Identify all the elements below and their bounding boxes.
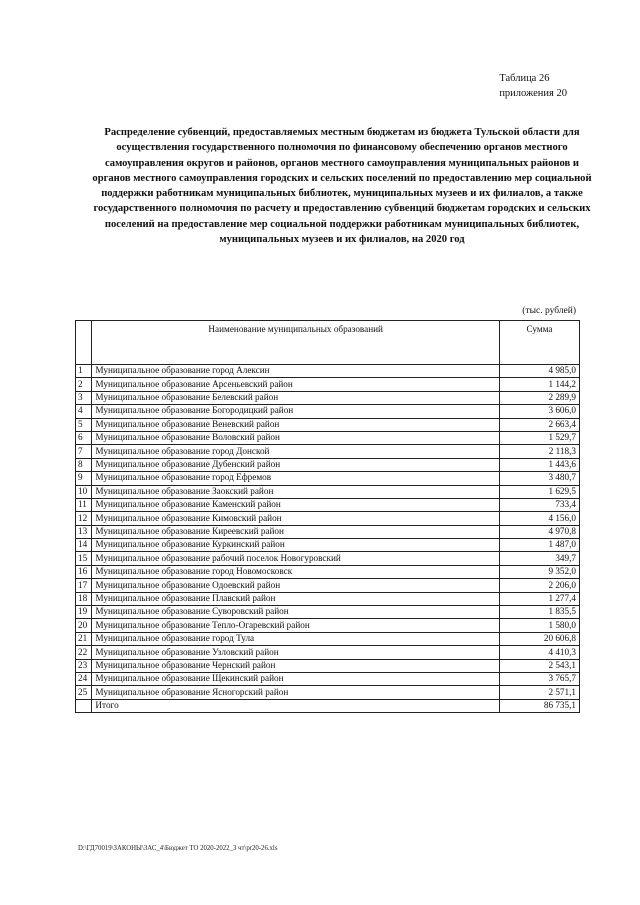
total-municipality-name: Итого: [92, 699, 500, 712]
subvention-table-container: [75, 320, 580, 713]
row-amount: 1 835,5: [499, 606, 579, 619]
row-municipality-name: Муниципальное образование Арсеньевский район: [92, 378, 500, 391]
row-municipality-name: Муниципальное образование Плавский район: [92, 592, 500, 605]
row-amount: 1 277,4: [499, 592, 579, 605]
row-number: 4: [76, 405, 92, 418]
row-municipality-name: Муниципальное образование Ясногорский район: [92, 686, 500, 699]
table-row: [76, 472, 580, 485]
row-municipality-name: Муниципальное образование Тепло-Огаревский район: [92, 619, 500, 632]
row-municipality-name: Муниципальное образование Узловский район: [92, 646, 500, 659]
appendix-label: приложения 20: [499, 88, 567, 99]
row-municipality-name: Муниципальное образование город Алексин: [92, 365, 500, 378]
column-header-sum: Сумма: [499, 321, 579, 365]
row-number: 20: [76, 619, 92, 632]
row-municipality-name: Муниципальное образование Куркинский район: [92, 539, 500, 552]
table-row: [76, 485, 580, 498]
row-number: 18: [76, 592, 92, 605]
row-municipality-name: Муниципальное образование Заокский район: [92, 485, 500, 498]
row-number: 11: [76, 498, 92, 511]
row-amount: 9 352,0: [499, 565, 579, 578]
row-municipality-name: Муниципальное образование город Новомосковск: [92, 565, 500, 578]
table-row: [76, 672, 580, 685]
row-municipality-name: Муниципальное образование город Ефремов: [92, 472, 500, 485]
file-path-footer: D:\ГД70019\ЗАКОНЫ\ЗАС_4\Бюджет ТО 2020-2022_3 чт\pr20-26.xls: [78, 845, 278, 852]
table-reference: [499, 71, 567, 101]
row-amount: 4 985,0: [499, 365, 579, 378]
row-amount: 1 629,5: [499, 485, 579, 498]
row-amount: 2 289,9: [499, 391, 579, 404]
row-municipality-name: Муниципальное образование Чернский район: [92, 659, 500, 672]
table-row: [76, 391, 580, 404]
table-row: [76, 592, 580, 605]
row-number: 25: [76, 686, 92, 699]
row-amount: 4 156,0: [499, 512, 579, 525]
table-body: [76, 365, 580, 713]
row-amount: 2 118,3: [499, 445, 579, 458]
total-amount: 86 735,1: [499, 699, 579, 712]
row-amount: 3 765,7: [499, 672, 579, 685]
table-row: [76, 539, 580, 552]
row-number: 5: [76, 418, 92, 431]
row-municipality-name: Муниципальное образование Богородицкий район: [92, 405, 500, 418]
row-municipality-name: Муниципальное образование Одоевский район: [92, 579, 500, 592]
row-municipality-name: Муниципальное образование Воловский район: [92, 431, 500, 444]
table-row: [76, 646, 580, 659]
row-amount: 2 543,1: [499, 659, 579, 672]
row-amount: 1 580,0: [499, 619, 579, 632]
row-amount: 3 480,7: [499, 472, 579, 485]
row-amount: 1 443,6: [499, 458, 579, 471]
row-amount: 4 410,3: [499, 646, 579, 659]
row-number: 12: [76, 512, 92, 525]
table-row: [76, 365, 580, 378]
table-row: [76, 445, 580, 458]
table-row: [76, 378, 580, 391]
row-number: 10: [76, 485, 92, 498]
total-number: [76, 699, 92, 712]
row-amount: 1 487,0: [499, 539, 579, 552]
table-row: [76, 498, 580, 511]
row-number: 14: [76, 539, 92, 552]
table-header-row: [76, 321, 580, 365]
row-number: 13: [76, 525, 92, 538]
row-number: 21: [76, 632, 92, 645]
document-title: Распределение субвенций, предоставляемых местным бюджетам из бюджета Тульской области для осуществления государственного полномочия по финансовому обеспечению органов местного самоуправления округов и районов, органов местного самоуправления муниципальных районов и органов местного самоуправления городских и сельских поселений по предоставлению мер социальной поддержки работникам муниципальных библиотек, муниципальных музеев и их филиалов, а также государственного полномочия по расчету и предоставлению субвенций бюджетам городских и сельских поселений на предоставление мер социальной поддержки работникам муниципальных библиотек, муниципальных музеев и их филиалов, на 2020 год: [92, 127, 592, 246]
row-municipality-name: Муниципальное образование город Донской: [92, 445, 500, 458]
table-number-label: Таблица 26: [499, 73, 550, 84]
row-number: 1: [76, 365, 92, 378]
row-amount: 1 529,7: [499, 431, 579, 444]
row-municipality-name: Муниципальное образование Белевский район: [92, 391, 500, 404]
row-number: 3: [76, 391, 92, 404]
table-row: [76, 525, 580, 538]
column-header-number: [76, 321, 92, 365]
row-municipality-name: Муниципальное образование Щекинский район: [92, 672, 500, 685]
row-number: 7: [76, 445, 92, 458]
column-header-name: Наименование муниципальных образований: [92, 321, 500, 365]
row-number: 19: [76, 606, 92, 619]
row-amount: 2 571,1: [499, 686, 579, 699]
row-amount: 3 606,0: [499, 405, 579, 418]
row-municipality-name: Муниципальное образование Кимовский район: [92, 512, 500, 525]
row-number: 6: [76, 431, 92, 444]
row-number: 16: [76, 565, 92, 578]
table-row: [76, 619, 580, 632]
units-label: (тыс. рублей): [522, 306, 576, 316]
row-number: 17: [76, 579, 92, 592]
row-number: 24: [76, 672, 92, 685]
table-row: [76, 659, 580, 672]
row-number: 22: [76, 646, 92, 659]
table-row: [76, 458, 580, 471]
row-municipality-name: Муниципальное образование Суворовский район: [92, 606, 500, 619]
table-row: [76, 606, 580, 619]
table-total-row: [76, 699, 580, 712]
row-amount: 2 663,4: [499, 418, 579, 431]
table-row: [76, 418, 580, 431]
table-row: [76, 565, 580, 578]
table-row: [76, 405, 580, 418]
table-row: [76, 579, 580, 592]
table-row: [76, 431, 580, 444]
table-row: [76, 552, 580, 565]
table-row: [76, 632, 580, 645]
row-amount: 1 144,2: [499, 378, 579, 391]
table-row: [76, 512, 580, 525]
row-municipality-name: Муниципальное образование Каменский район: [92, 498, 500, 511]
row-municipality-name: Муниципальное образование Дубенский район: [92, 458, 500, 471]
row-municipality-name: Муниципальное образование Киреевский район: [92, 525, 500, 538]
row-number: 15: [76, 552, 92, 565]
row-number: 8: [76, 458, 92, 471]
row-number: 9: [76, 472, 92, 485]
row-amount: 4 970,8: [499, 525, 579, 538]
row-amount: 2 206,0: [499, 579, 579, 592]
row-municipality-name: Муниципальное образование рабочий поселок Новогуровский: [92, 552, 500, 565]
row-number: 23: [76, 659, 92, 672]
row-amount: 349,7: [499, 552, 579, 565]
row-amount: 733,4: [499, 498, 579, 511]
row-amount: 20 606,8: [499, 632, 579, 645]
row-number: 2: [76, 378, 92, 391]
table-row: [76, 686, 580, 699]
row-municipality-name: Муниципальное образование город Тула: [92, 632, 500, 645]
subvention-table: [75, 320, 580, 713]
row-municipality-name: Муниципальное образование Веневский район: [92, 418, 500, 431]
